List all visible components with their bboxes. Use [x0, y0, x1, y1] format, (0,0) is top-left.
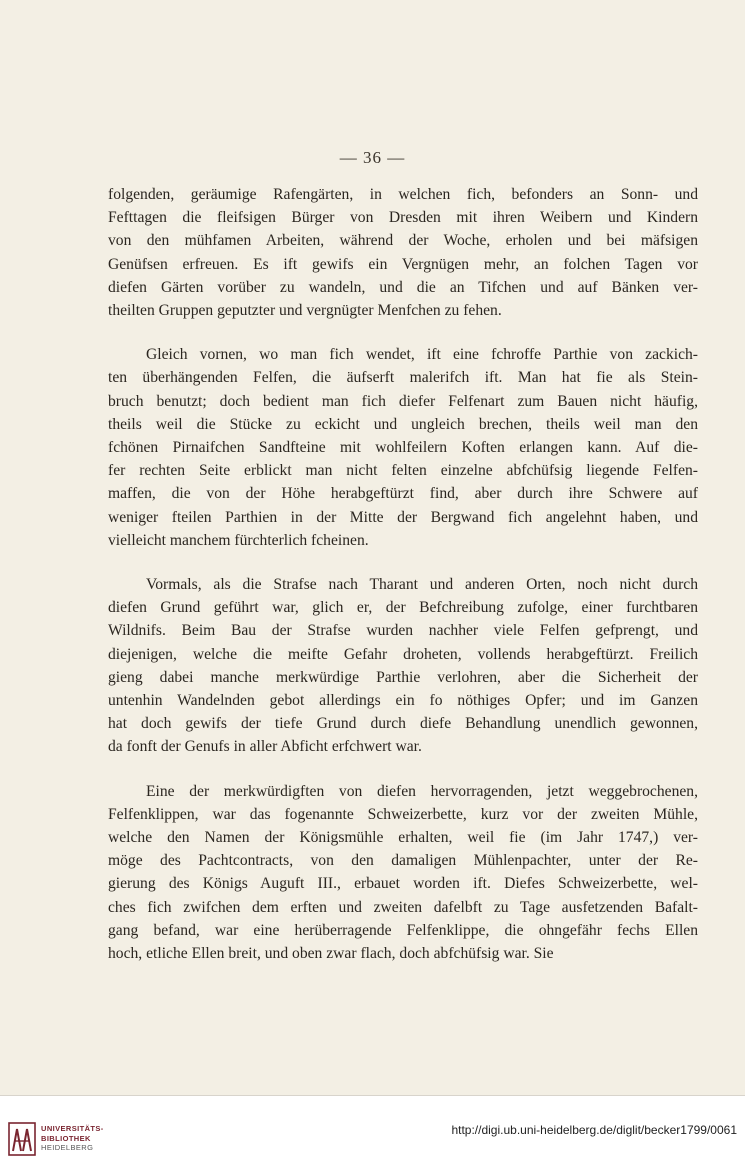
text-line: ten überhängenden Felfen, die äufserft malerifch ift. Man hat fie als Stein- — [108, 369, 698, 387]
text-line: fer rechten Seite erblickt man nicht felten einzelne abfchüfsig liegende Felfen- — [108, 462, 698, 480]
text-line: fchönen Pirnaifchen Sandfteine mit wohlfeilern Koften erlangen kann. Auf die- — [108, 439, 698, 457]
text-line: Genüfsen erfreuen. Es ift gewifs ein Vergnügen mehr, an folchen Tagen vor — [108, 255, 698, 273]
paragraph — [108, 573, 698, 759]
library-name-line1: UNIVERSITÄTS- — [41, 1124, 104, 1133]
text-line: diefen Grund geführt war, glich er, der Befchreibung zufolge, einer furchtbaren — [108, 599, 698, 617]
text-line: gieng dabei manche merkwürdige Parthie verlohren, aber die Sicherheit der — [108, 668, 698, 686]
text-line: maffen, die von der Höhe herabgeftürzt find, aber durch ihre Schwere auf — [108, 485, 698, 503]
document-url-link[interactable]: http://digi.ub.uni-heidelberg.de/diglit/becker1799/0061 — [451, 1123, 737, 1137]
paragraph — [108, 343, 698, 552]
paragraph — [108, 780, 698, 966]
text-line: gang befand, war eine herüberragende Felfenklippe, die ohngefähr fechs Ellen — [108, 921, 698, 939]
text-line: hoch, etliche Ellen breit, und oben zwar flach, doch abfchüfsig war. Sie — [108, 945, 554, 963]
text-line: theilten Gruppen geputzter und vergnügter Menfchen zu fehen. — [108, 302, 502, 320]
text-line: ches fich zwifchen dem erften und zweiten dafelbft zu Tage ausfetzenden Bafalt- — [108, 898, 698, 916]
text-line: Wildnifs. Beim Bau der Strafse wurden nachher viele Felfen gefprengt, und — [108, 622, 698, 640]
paragraph — [108, 183, 698, 322]
text-line: vielleicht manchem fürchterlich fcheinen. — [108, 531, 369, 549]
text-line: möge des Pachtcontracts, von den damaligen Mühlenpachter, unter der Re- — [108, 852, 698, 870]
text-line: welche den Namen der Königsmühle erhalten, weil fie (im Jahr 1747,) ver- — [108, 829, 698, 847]
text-line: untenhin Wandelnden gebot allerdings ein fo nöthiges Opfer; und im Ganzen — [108, 692, 698, 710]
library-name-line3: HEIDELBERG — [41, 1143, 94, 1152]
library-logo-icon — [8, 1121, 36, 1157]
text-line: von den mühfamen Arbeiten, während der Woche, erholen und bei mäfsigen — [108, 232, 698, 250]
text-line: da fonft der Genufs in aller Abficht erfchwert war. — [108, 738, 422, 756]
page-number: — 36 — — [339, 148, 406, 167]
text-line: weniger fteilen Parthien in der Mitte der Bergwand fich angelehnt haben, und — [108, 508, 698, 526]
text-line: Fefttagen die fleifsigen Bürger von Dresden mit ihren Weibern und Kindern — [108, 209, 698, 227]
text-line: Felfenklippen, war das fogenannte Schweizerbette, kurz vor der zweiten Mühle, — [108, 805, 698, 823]
text-line: theils weil die Stücke zu eckicht und ungleich brechen, theils weil man den — [108, 415, 698, 433]
text-line: Eine der merkwürdigften von diefen hervorragenden, jetzt weggebrochenen, — [146, 782, 698, 800]
text-line: bruch benutzt; doch bedient man fich diefer Felfenart zum Bauen nicht häufig, — [108, 392, 698, 410]
text-line: diefen Gärten vorüber zu wandeln, und die an Tifchen und auf Bänken ver- — [108, 278, 698, 296]
text-line: hat doch gewifs der tiefe Grund durch diefe Behandlung unendlich gewonnen, — [108, 715, 698, 733]
library-name-line2: BIBLIOTHEK — [41, 1133, 91, 1143]
body-text — [108, 183, 698, 965]
text-line: Vormals, als die Strafse nach Tharant und anderen Orten, noch nicht durch — [146, 576, 698, 594]
text-line: Gleich vornen, wo man fich wendet, ift eine fchroffe Parthie von zackich- — [146, 346, 698, 364]
text-line: diejenigen, welche die meifte Gefahr droheten, vollends herabgeftürzt. Freilich — [108, 645, 698, 663]
text-line: gierung des Königs Auguft III., erbauet worden ift. Diefes Schweizerbette, wel- — [108, 875, 698, 893]
text-line: folgenden, geräumige Rafengärten, in welchen fich, befonders an Sonn- und — [108, 186, 698, 203]
library-name — [41, 1124, 104, 1153]
